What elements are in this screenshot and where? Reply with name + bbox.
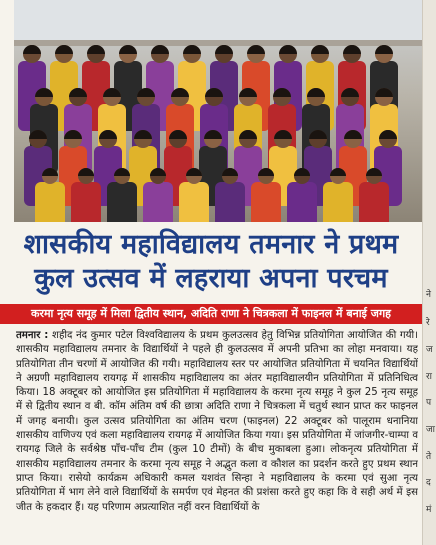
article-text: शहीद नंद कुमार पटेल विश्वविद्यालय के प्रथम कुलउत्सव हेतु विभिन्न प्रतियोगिता आयोजित की गयी। शासकीय महाविद्यालय तमनार के विद्यार्थियों ने पहले ही कुलउत्सव में अपनी प्रतिभा का लोहा मनवाया। यह प्रतियोगिता तीन चरणों में आयोजित की गयी। महाविद्यालय स्तर पर आयोजित प्रतियोगिता में चयनित विद्यार्थियों ने अग्रणी महाविद्यालय रायगढ़ में शासकीय महाविद्यालय का अंतर महाविद्यालयीन प्रतियोगिता में प्रतिनिधित्व किया। 18 अक्टूबर को आयोजित इस प्रतियोगिता में महाविद्यालय के करमा नृत्य समूह ने कुल 25 नृत्य समूह में से द्वितीय स्थान व बी. कॉम अंतिम वर्ष की छात्रा अदिति राणा ने चित्रकला में चतुर्थ स्थान प्राप्त कर फाइनल में जगह बनायी। कुल उत्सव प्रतियोगिता का अंतिम चरण (फाइनल) 22 अक्टूबर को पालूराम धनानिया शासकीय वाणिज्य एवं कला महाविद्यालय रायगढ़ में आयोजित किया गया। इस प्रतियोगिता में जांजगीर-चाम्पा व रायगढ़ जिले के सर्वश्रेष्ठ पाँच-पाँच टीम (कुल 10 टीमों) के बीच मुकाबला हुआ। लोकनृत्य प्रतियोगिता में शासकीय महाविद्यालय तमनार के करमा नृत्य समूह ने अद्भुत कला व कौशल का प्रदर्शन करते हुए प्रथम स्थान प्राप्त किया। रासेयो कार्यक्रम अधिकारी कमल यशवंत सिन्हा ने महाविद्यालय के करमा एवं सुआ नृत्य प्रतियोगिता में भाग लेने वाले विद्यार्थियों के समर्पण एवं मेहनत की प्रशंसा करते हुए कहा कि वे सही अर्थ में इस जीत के हकदार हैं। यह परिणाम अप्रत्याशित नहीं वरन विद्यार्थियों के — [16, 330, 418, 513]
photo-person-body — [251, 182, 281, 222]
edge-glyph: रे — [426, 318, 430, 328]
photo-person-body — [35, 182, 65, 222]
edge-glyph: जा — [426, 425, 436, 435]
article-body — [16, 329, 418, 543]
edge-glyph: ने — [426, 290, 431, 300]
edge-glyph: रा — [426, 372, 433, 382]
photo-person-body — [71, 182, 101, 222]
edge-glyph: मं — [426, 505, 432, 515]
photo-person-body — [323, 182, 353, 222]
photo-person-body — [359, 182, 389, 222]
photo-person-body — [215, 182, 245, 222]
edge-glyph: द — [426, 478, 431, 488]
edge-glyph: प — [426, 398, 432, 408]
photo-person-body — [107, 182, 137, 222]
photo-person-body — [143, 182, 173, 222]
edge-glyph: ते — [426, 452, 432, 462]
article-dateline: तमनार : — [16, 330, 49, 341]
photo-person-body — [287, 182, 317, 222]
headline-line-2: कुल उत्सव में लहराया अपना परचम — [34, 263, 388, 294]
adjacent-column-edge — [422, 0, 436, 545]
group-photo — [14, 0, 422, 222]
edge-glyph: ज — [426, 345, 433, 355]
photo-person-body — [179, 182, 209, 222]
subheadline-bar: करमा नृत्य समूह में मिला द्वितीय स्थान, अदिति राणा ने चित्रकला में फाइनल में बनाई जगह — [0, 304, 422, 324]
headline-line-1: शासकीय महाविद्यालय तमनार ने प्रथम — [23, 229, 399, 260]
